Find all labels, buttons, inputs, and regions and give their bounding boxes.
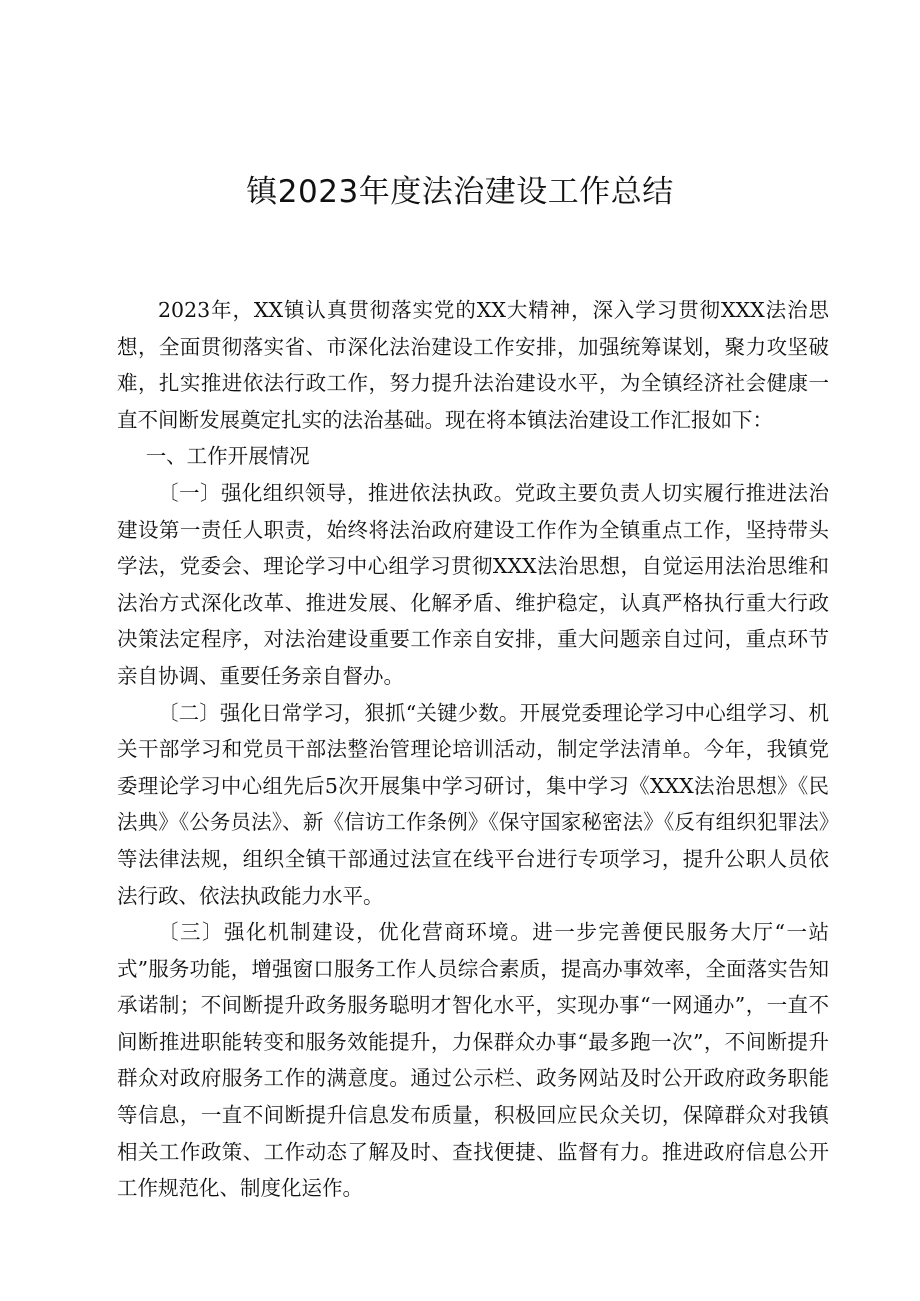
- section-heading: 一、工作开展情况: [145, 444, 310, 469]
- document-title: 镇2023年度法治建设工作总结: [246, 174, 674, 210]
- intro-paragraph: 2023年，XX镇认真贯彻落实党的XX大精神，深入学习贯彻XXX法治思想，全面贯彻落实省、市深化法治建设工作安排，加强统筹谋划，聚力攻坚破难，扎实推进依法行政工作，努力提升法治建设水平，为全镇经济社会健康一直不间断发展奠定扎实的法治基础。现在将本镇法治建设工作汇报如下：: [117, 298, 829, 432]
- document-body: [117, 292, 829, 1207]
- paragraph-1: 〔一〕强化组织领导，推进依法执政。党政主要负责人切实履行推进法治建设第一责任人职责，始终将法治政府建设工作作为全镇重点工作，坚持带头学法，党委会、理论学习中心组学习贯彻XXX法治思想，自觉运用法治思维和法治方式深化改革、推进发展、化解矛盾、维护稳定，认真严格执行重大行政决策法定程序，对法治建设重要工作亲自安排，重大问题亲自过问，重点环节亲自协调、重要任务亲自督办。: [117, 480, 829, 688]
- paragraph-3: 〔三〕强化机制建设，优化营商环境。进一步完善便民服务大厅“一站式”服务功能，增强窗口服务工作人员综合素质，提高办事效率，全面落实告知承诺制；不间断提升政务服务聪明才智化水平，实现办事“一网通办”，一直不间断推进职能转变和服务效能提升，力保群众办事“最多跑一次”，不间断提升群众对政府服务工作的满意度。通过公示栏、政务网站及时公开政府政务职能等信息，一直不间断提升信息发布质量，积极回应民众关切，保障群众对我镇相关工作政策、工作动态了解及时、查找便捷、监督有力。推进政府信息公开工作规范化、制度化运作。: [117, 920, 829, 1201]
- paragraph-2: 〔二〕强化日常学习，狠抓“关键少数。开展党委理论学习中心组学习、机关干部学习和党员干部法整治管理论培训活动，制定学法清单。今年，我镇党委理论学习中心组先后5次开展集中学习研讨，集中学习《XXX法治思想》《民法典》《公务员法》、新《信访工作条例》《保守国家秘密法》《反有组织犯罪法》等法律法规，组织全镇干部通过法宣在线平台进行专项学习，提升公职人员依法行政、依法执政能力水平。: [117, 700, 829, 908]
